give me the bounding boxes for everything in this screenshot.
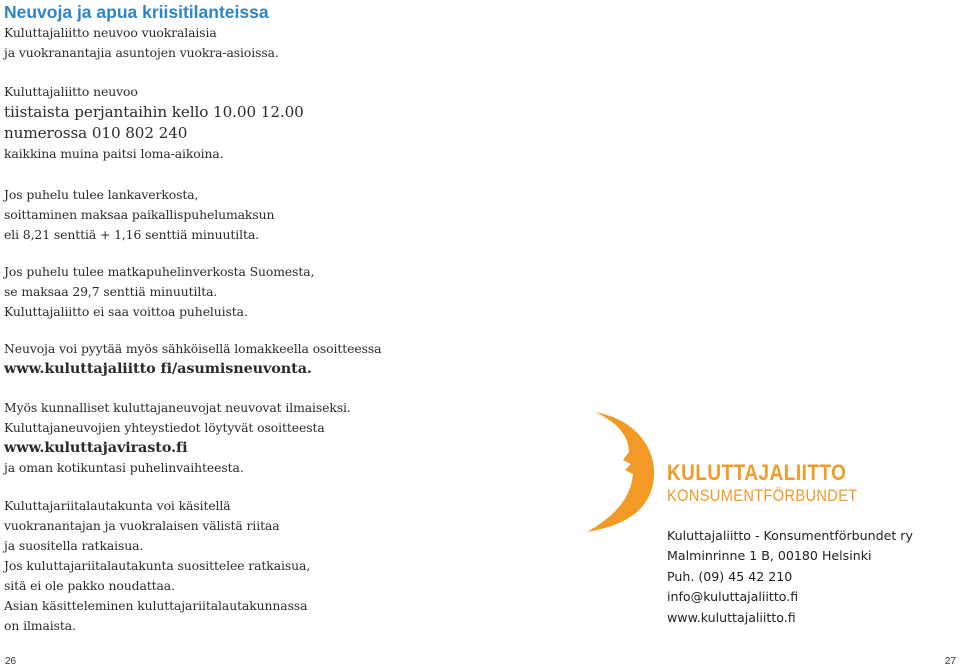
page-heading: Neuvoja ja apua kriisitilanteissa <box>4 2 269 22</box>
landline-line: soittaminen maksaa paikallispuhelumaksun <box>4 207 275 222</box>
hours-days: tiistaista perjantaihin kello 10.00 12.00 <box>4 103 304 121</box>
municipal-line: Kuluttajaneuvojien yhteystiedot löytyvät osoitteesta <box>4 420 325 435</box>
board-line: sitä ei ole pakko noudattaa. <box>4 578 175 593</box>
mobile-line: Kuluttajaliitto ei saa voittoa puheluista. <box>4 304 248 319</box>
page-number-right: 27 <box>944 656 956 667</box>
landline-line: Jos puhelu tulee lankaverkosta, <box>4 187 199 202</box>
website-link[interactable]: www.kuluttajaliitto.fi <box>667 609 796 625</box>
hours-phone: numerossa 010 802 240 <box>4 124 188 142</box>
hours-line: Kuluttajaliitto neuvoo <box>4 84 138 99</box>
logo-name-finnish: KULUTTAJALIITTO <box>667 460 847 485</box>
kuluttajaliitto-logo <box>585 412 858 532</box>
intro-line: Kuluttajaliitto neuvoo vuokralaisia <box>4 25 217 40</box>
phone-number: Puh. (09) 45 42 210 <box>667 568 793 584</box>
board-line: Kuluttajariitalautakunta voi käsitellä <box>4 498 231 513</box>
moon-face-logo-icon <box>585 412 665 532</box>
board-line: Asian käsitteleminen kuluttajariitalautakunnassa <box>4 598 308 613</box>
mobile-line: se maksaa 29,7 senttiä minuutilta. <box>4 284 218 299</box>
municipal-line: Myös kunnalliset kuluttajaneuvojat neuvovat ilmaiseksi. <box>4 400 351 415</box>
advice-form-link[interactable]: www.kuluttajaliitto fi/asumisneuvonta. <box>4 360 312 377</box>
mobile-paragraph <box>4 262 314 322</box>
board-line: ja suositella ratkaisua. <box>4 538 144 553</box>
organization-name: Kuluttajaliitto - Konsumentförbundet ry <box>667 528 913 543</box>
email-link[interactable]: info@kuluttajaliitto.fi <box>667 589 799 605</box>
contact-info <box>667 526 913 628</box>
municipal-line: ja oman kotikuntasi puhelinvaihteesta. <box>4 460 244 475</box>
electronic-paragraph <box>4 339 381 379</box>
landline-paragraph <box>4 185 274 245</box>
page-number-left: 26 <box>5 656 17 667</box>
mobile-line: Jos puhelu tulee matkapuhelinverkosta Suomesta, <box>4 264 315 279</box>
hours-line: kaikkina muina paitsi loma-aikoina. <box>4 146 224 161</box>
board-paragraph <box>4 496 310 636</box>
board-line: vuokranantajan ja vuokralaisen välistä riitaa <box>4 518 280 533</box>
hours-paragraph <box>4 82 304 164</box>
board-line: Jos kuluttajariitalautakunta suosittelee ratkaisua, <box>4 558 311 573</box>
logo-name-swedish: KONSUMENTFÖRBUNDET <box>667 486 858 505</box>
street-address: Malminrinne 1 B, 00180 Helsinki <box>667 548 872 564</box>
intro-line: ja vuokranantajia asuntojen vuokra-asioissa. <box>4 45 279 60</box>
kuluttajavirasto-link[interactable]: www.kuluttajavirasto.fi <box>4 439 188 456</box>
landline-line: eli 8,21 senttiä + 1,16 senttiä minuutilta. <box>4 227 259 242</box>
electronic-line: Neuvoja voi pyytää myös sähköisellä lomakkeella osoitteessa <box>4 341 382 356</box>
intro-paragraph <box>4 23 279 63</box>
municipal-paragraph <box>4 398 351 478</box>
board-line: on ilmaista. <box>4 618 76 633</box>
